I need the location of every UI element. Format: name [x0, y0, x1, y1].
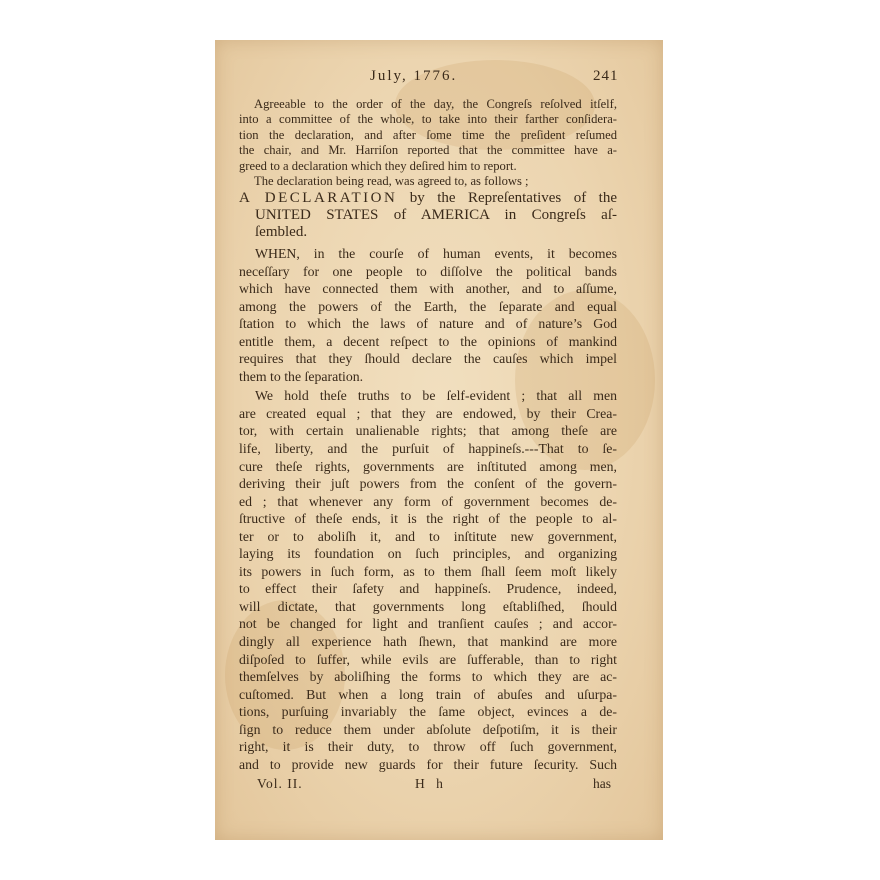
heading-line	[239, 190, 617, 207]
body-line: to effect their ſafety and happineſs. Prudence, indeed,	[239, 581, 617, 597]
body-line: entitle them, a decent reſpect to the opinions of mankind	[239, 333, 617, 349]
body-line: cuſtomed. But when a long train of abuſes and uſurpa-	[239, 686, 617, 702]
volume-mark: Vol. II.	[257, 776, 303, 791]
intro-line: tion the declaration, and after ſome time the preſident reſumed	[239, 127, 617, 142]
body-line: We hold theſe truths to be ſelf-evident ; that all men	[255, 388, 617, 404]
heading-line: ſembled.	[255, 224, 308, 240]
body-line: diſpoſed to ſuffer, while evils are ſufferable, than to right	[239, 651, 617, 667]
body-line: WHEN, in the courſe of human events, it becomes	[255, 246, 617, 261]
declaration-body	[239, 245, 617, 773]
body-line: requires that they ſhould declare the cauſes which impel	[239, 351, 617, 367]
body-line: cure theſe rights, governments are inſtituted among men,	[239, 458, 617, 474]
signature-mark: H h	[415, 776, 447, 791]
body-line: ſtation to which the laws of nature and of nature’s God	[239, 316, 617, 332]
body-line: them to the ſeparation.	[239, 368, 364, 384]
body-line: life, liberty, and the purſuit of happineſs.---That to ſe-	[239, 441, 617, 457]
heading-line: UNITED STATES of AMERICA in Congreſs aſ-	[255, 207, 617, 223]
body-line: ſign to reduce them under abſolute deſpotiſm, it is their	[239, 721, 617, 737]
running-head	[215, 68, 663, 88]
running-head-title: July, 1776.	[370, 68, 458, 84]
body-line: ed ; that whenever any form of government becomes de-	[239, 493, 617, 509]
body-line: laying its foundation on ſuch principles, and organizing	[239, 546, 617, 562]
body-line: and to provide new guards for their future ſecurity. Such	[239, 756, 617, 772]
body-line: which have connected them with another, and to aſſume,	[239, 281, 617, 297]
heading-rest: by the Repreſentatives of the	[409, 190, 617, 206]
body-line: deriving their juſt powers from the conſent of the govern-	[239, 476, 617, 492]
page-footer	[215, 776, 663, 796]
body-line: among the powers of the Earth, the ſeparate and equal	[239, 298, 617, 314]
intro-line: greed to a declaration which they deſired him to report.	[239, 158, 517, 173]
page-number: 241	[593, 68, 619, 84]
catchword: has	[593, 776, 611, 791]
body-line: are created equal ; that they are endowed, by their Crea-	[239, 405, 617, 421]
body-line: neceſſary for one people to diſſolve the political bands	[239, 263, 617, 279]
book-page	[215, 40, 663, 840]
body-line: themſelves by aboliſhing the forms to which they are ac-	[239, 669, 617, 685]
body-line: tor, with certain unalienable rights; that among theſe are	[239, 423, 617, 439]
intro-paragraph	[239, 97, 617, 189]
body-line: right, it is their duty, to throw off ſuch government,	[239, 739, 617, 755]
intro-line: the chair, and Mr. Harriſon reported that the committee have a-	[239, 143, 617, 158]
intro-line: into a committee of the whole, to take into their farther conſidera-	[239, 112, 617, 127]
body-line: dingly all experience hath ſhewn, that mankind are more	[239, 634, 617, 650]
heading-lead: A	[239, 190, 253, 206]
body-line: not be changed for light and tranſient cauſes ; and accor-	[239, 616, 617, 632]
body-line: will dictate, that governments long eſtabliſhed, ſhould	[239, 598, 617, 614]
body-line: ſtructive of theſe ends, it is the right of the people to al-	[239, 511, 617, 527]
declaration-heading	[239, 190, 617, 241]
body-line: tions, purſuing invariably the ſame object, evinces a de-	[239, 704, 617, 720]
body-line: ter or to aboliſh it, and to inſtitute new government,	[239, 528, 617, 544]
heading-title-word: DECLARATION	[264, 190, 398, 206]
intro-line: Agreeable to the order of the day, the Congreſs reſolved itſelf,	[254, 97, 617, 111]
body-line: its powers in ſuch form, as to them ſhall ſeem moſt likely	[239, 563, 617, 579]
intro-second-paragraph: The declaration being read, was agreed to, as follows ;	[254, 174, 529, 189]
